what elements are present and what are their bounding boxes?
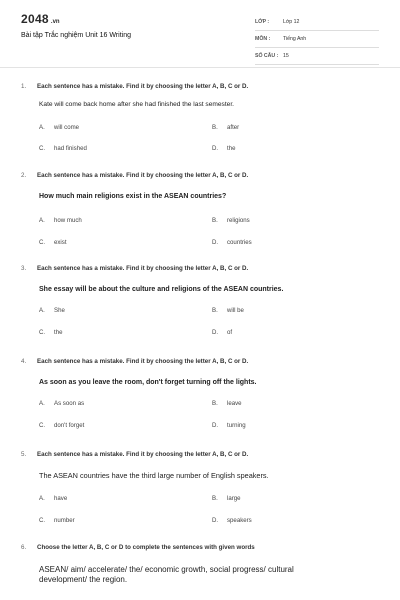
option-letter: C. [39,422,46,429]
answer-option-c[interactable] [39,517,75,524]
option-letter: B. [212,124,218,131]
site-logo[interactable] [21,12,60,26]
document-meta [255,14,379,65]
answer-option-a[interactable] [39,495,67,502]
option-letter: C. [39,329,46,336]
option-letter: C. [39,239,46,246]
option-text: turning [227,422,246,429]
meta-row-class [255,14,379,31]
answer-option-b[interactable] [212,400,242,407]
option-letter: A. [39,495,45,502]
question-number: 2. [21,172,27,179]
question-instruction: Each sentence has a mistake. Find it by choosing the letter A, B, C or D. [37,265,249,272]
option-text: will be [227,307,244,314]
answer-option-d[interactable] [212,239,252,246]
option-letter: B. [212,495,218,502]
option-letter: A. [39,217,45,224]
page-header [0,0,400,68]
option-letter: C. [39,517,46,524]
answer-option-a[interactable] [39,307,65,314]
option-letter: B. [212,307,218,314]
question-instruction: Each sentence has a mistake. Find it by choosing the letter A, B, C or D. [37,358,249,365]
question-instruction: Each sentence has a mistake. Find it by choosing the letter A, B, C or D. [37,451,249,458]
answer-option-c[interactable] [39,329,62,336]
answer-option-c[interactable] [39,145,87,152]
question-number: 4. [21,358,27,365]
question-sentence: ASEAN/ aim/ accelerate/ the/ economic growth, social progress/ cultural development/ the region. [39,565,294,585]
question-list [0,68,400,600]
answer-option-b[interactable] [212,124,239,131]
option-text: As soon as [54,400,85,407]
question-sentence: She essay will be about the culture and religions of the ASEAN countries. [39,286,284,293]
answer-option-d[interactable] [212,145,235,152]
question-heading [21,265,381,272]
answer-option-b[interactable] [212,217,250,224]
option-text: countries [227,239,252,246]
question-number: 3. [21,265,27,272]
answer-option-b[interactable] [212,307,244,314]
meta-value: 15 [283,53,289,59]
question-number: 1. [21,83,27,90]
option-text: large [227,495,241,502]
option-text: will come [54,124,80,131]
question-heading [21,544,381,551]
meta-label: MÔN : [255,36,271,42]
option-text: leave [227,400,242,407]
question-instruction: Each sentence has a mistake. Find it by choosing the letter A, B, C or D. [37,172,249,179]
option-text: after [227,124,240,131]
option-text: exist [54,239,67,246]
question-number: 5. [21,451,27,458]
option-text: don't forget [54,422,85,429]
answer-option-d[interactable] [212,422,246,429]
option-text: She [54,307,65,314]
meta-value: Lớp 12 [283,19,300,25]
answer-option-d[interactable] [212,329,232,336]
option-letter: D. [212,145,219,152]
document-title: Bài tập Trắc nghiệm Unit 16 Writing [21,32,131,39]
question-instruction: Each sentence has a mistake. Find it by choosing the letter A, B, C or D. [37,83,249,90]
meta-label: LỚP : [255,19,270,25]
answer-option-c[interactable] [39,239,67,246]
option-letter: A. [39,307,45,314]
option-letter: D. [212,422,219,429]
option-text: the [227,145,236,152]
option-text: religions [227,217,250,224]
answer-option-b[interactable] [212,495,241,502]
meta-row-subject [255,31,379,48]
option-text: had finished [54,145,87,152]
option-letter: B. [212,400,218,407]
question-sentence: How much main religions exist in the ASEAN countries? [39,193,227,200]
option-text: speakers [227,517,252,524]
question-number: 6. [21,544,27,551]
meta-value: Tiếng Anh [283,36,307,42]
question-sentence: As soon as you leave the room, don't forget turning off the lights. [39,379,257,386]
question-heading [21,358,381,365]
option-letter: C. [39,145,46,152]
question-sentence: The ASEAN countries have the third large number of English speakers. [39,471,269,480]
option-letter: A. [39,124,45,131]
answer-option-a[interactable] [39,124,79,131]
option-text: the [54,329,63,336]
question-heading [21,83,381,90]
question-sentence: Kate will come back home after she had finished the last semester. [39,101,234,108]
option-letter: B. [212,217,218,224]
logo-main-text: 2048 [21,12,49,26]
question-heading [21,172,381,179]
option-text: number [54,517,75,524]
option-letter: A. [39,400,45,407]
option-letter: D. [212,239,219,246]
logo-domain-text: .vn [50,19,60,25]
answer-option-d[interactable] [212,517,252,524]
option-text: how much [54,217,82,224]
meta-label: SỐ CÂU : [255,53,279,59]
answer-option-a[interactable] [39,217,82,224]
meta-row-question-count [255,48,379,65]
question-instruction: Choose the letter A, B, C or D to complete the sentences with given words [37,544,255,551]
option-text: of [227,329,233,336]
answer-option-c[interactable] [39,422,84,429]
option-text: have [54,495,68,502]
answer-option-a[interactable] [39,400,84,407]
option-letter: D. [212,329,219,336]
question-heading [21,451,381,458]
option-letter: D. [212,517,219,524]
